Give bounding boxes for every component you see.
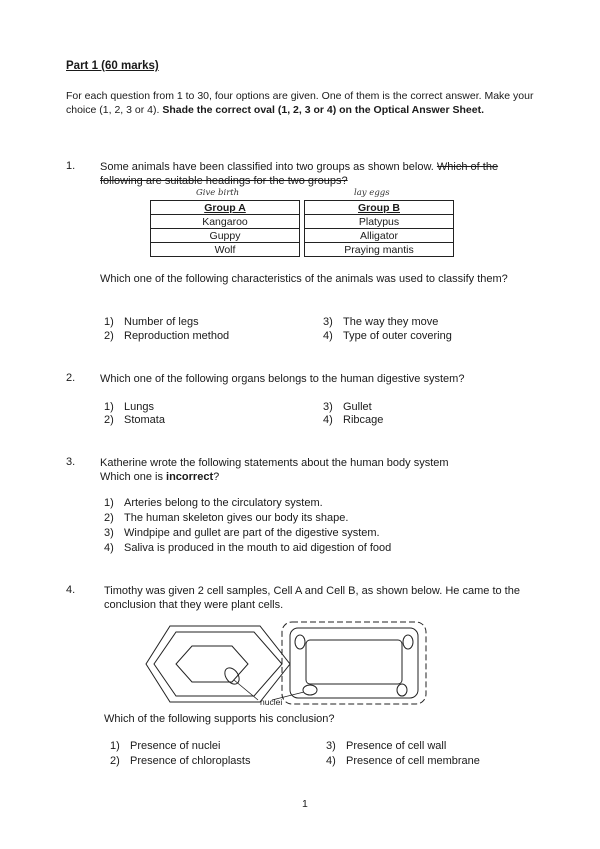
q2-option-3: 3) Gullet: [323, 401, 372, 413]
q4-number: 4.: [66, 584, 76, 596]
q1-option-1: 1) Number of legs: [104, 316, 199, 328]
instructions: [66, 90, 536, 117]
q2-option-2: 2) Stomata: [104, 414, 165, 426]
page-number: 1: [302, 798, 308, 810]
q3-option-1: 1) Arteries belong to the circulatory system.: [104, 497, 323, 509]
cell-a: [146, 626, 290, 702]
table-cell: Kangaroo: [151, 215, 300, 229]
q3-option-4: 4) Saliva is produced in the mouth to aid digestion of food: [104, 542, 392, 554]
q1-number: 1.: [66, 160, 76, 172]
q1-stem: Some animals have been classified into two groups as shown below.: [100, 161, 434, 173]
q3-prompt: Which one is incorrect?: [100, 471, 220, 483]
q3-stem: Katherine wrote the following statements about the human body system: [100, 457, 449, 469]
q4-option-4: 4) Presence of cell membrane: [326, 755, 480, 767]
q3-text: [100, 456, 540, 484]
cell-a-vacuole: [176, 646, 248, 682]
cell-b-membrane: [290, 628, 418, 698]
classification-table: [150, 200, 454, 257]
cell-a-outer-wall: [146, 626, 290, 702]
cell-b-organelle: [397, 684, 407, 696]
q4-question: Which of the following supports his conclusion?: [104, 713, 335, 725]
cell-b-organelle: [295, 635, 305, 649]
q4-option-3: 3) Presence of cell wall: [326, 740, 447, 752]
cell-b-nucleus: [303, 685, 317, 695]
table-header-a: Group A: [151, 201, 300, 215]
q1-struck-text: Which of the following are suitable headings for the two groups?: [100, 161, 499, 187]
table-cell: Alligator: [305, 229, 454, 243]
table-cell: Guppy: [151, 229, 300, 243]
q1-question: Which one of the following characteristics of the animals was used to classify them?: [100, 273, 508, 285]
q4-option-1: 1) Presence of nuclei: [110, 740, 221, 752]
q3-option-3: 3) Windpipe and gullet are part of the digestive system.: [104, 527, 380, 539]
q4-option-2: 2) Presence of chloroplasts: [110, 755, 251, 767]
q2-option-4: 4) Ribcage: [323, 414, 384, 426]
q2-option-1: 1) Lungs: [104, 401, 154, 413]
cell-a-membrane: [154, 632, 282, 696]
q1-option-2: 2) Reproduction method: [104, 330, 230, 342]
handwritten-note-a: Give birth: [196, 188, 240, 198]
cell-b-vacuole: [306, 640, 402, 684]
part-title: Part 1 (60 marks): [66, 60, 159, 72]
instructions-plain: For each question from 1 to 30, four options are given. One of them is the correct answer. Make your choice (1, 2, 3 or 4).: [66, 90, 534, 116]
cell-samples-diagram: [140, 618, 440, 710]
diagram-label-nuclei: nuclei: [260, 697, 283, 707]
table-cell: Praying mantis: [305, 243, 454, 257]
table-header-b: Group B: [305, 201, 454, 215]
q3-option-2: 2) The human skeleton gives our body its shape.: [104, 512, 349, 524]
q1-option-4: 4) Type of outer covering: [323, 330, 452, 342]
handwritten-note-b: lay eggs: [354, 188, 390, 198]
instructions-bold: Shade the correct oval (1, 2, 3 or 4) on the Optical Answer Sheet.: [162, 103, 485, 116]
q1-option-3: 3) The way they move: [323, 316, 439, 328]
q4-text: Timothy was given 2 cell samples, Cell A and Cell B, as shown below. He came to the conclusion that they were plant cells.: [104, 585, 520, 611]
table-cell: Wolf: [151, 243, 300, 257]
q1-text: [100, 160, 540, 188]
q2-text: Which one of the following organs belongs to the human digestive system?: [100, 373, 465, 385]
cell-b-organelle: [403, 635, 413, 649]
q3-number: 3.: [66, 456, 76, 468]
table-cell: Platypus: [305, 215, 454, 229]
q2-number: 2.: [66, 372, 76, 384]
cell-a-nucleus: [222, 665, 242, 687]
